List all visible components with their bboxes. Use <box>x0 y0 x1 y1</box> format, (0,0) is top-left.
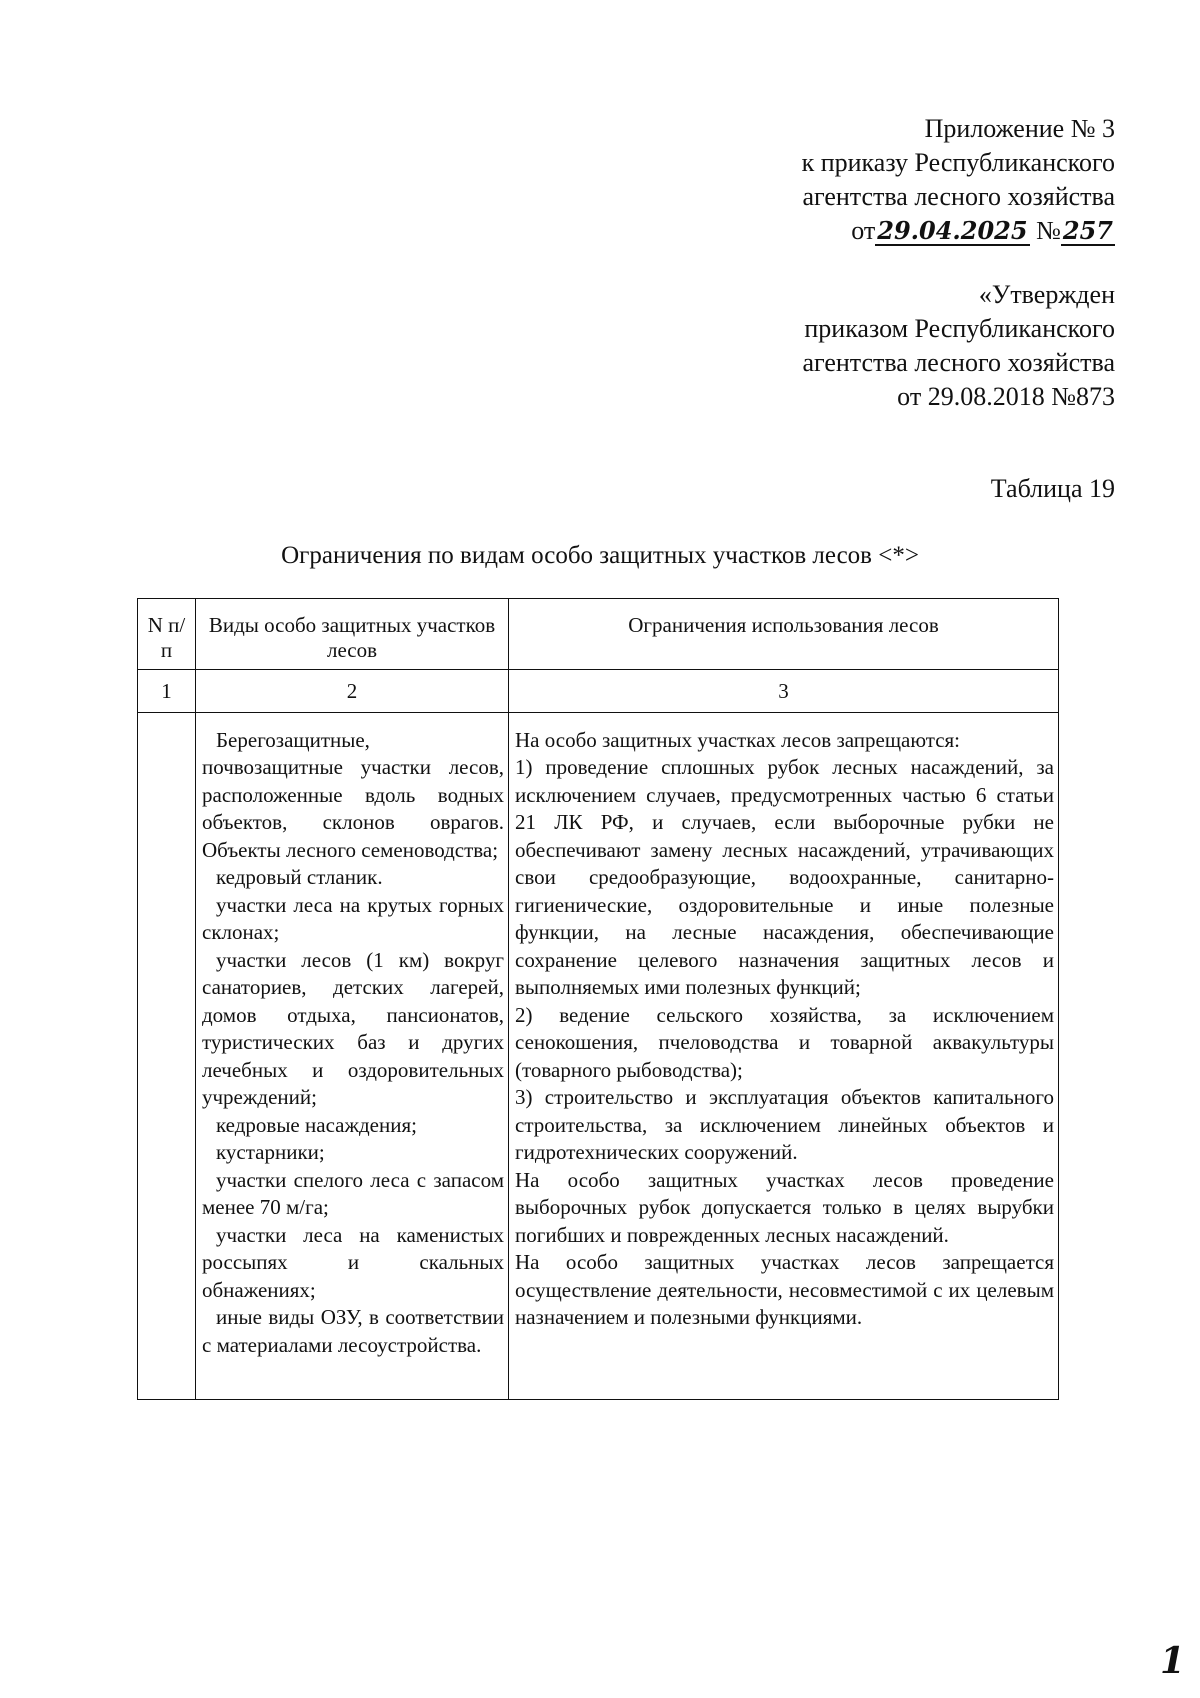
colnum-3: 3 <box>509 670 1059 713</box>
appendix-header <box>802 112 1115 248</box>
restriction-item: 3) строительство и эксплуатация объектов капитального строительства, за исключением линейных объектов и гидротехнических сооружений. <box>515 1085 1054 1164</box>
appendix-date-line <box>802 214 1115 248</box>
restriction-item: 2) ведение сельского хозяйства, за исключением сенокошения, пчеловодства и товарной аквакультуры (товарного рыбоводства); <box>515 1002 1054 1082</box>
header-num: N п/п <box>138 599 196 670</box>
restriction-item: На особо защитных участках лесов запрещается осуществление деятельности, несовместимой с их целевым назначением и полезными функциями. <box>515 1250 1054 1329</box>
table-row <box>138 712 1059 1400</box>
date-prefix: от <box>851 216 876 245</box>
kinds-item: иные виды ОЗУ, в соответствии с материалами лесоустройства. <box>202 1305 504 1357</box>
kinds-item: кедровые насаждения; <box>216 1112 417 1137</box>
restriction-item: На особо защитных участках лесов проведение выборочных рубок допускается только в целях вырубки погибших и поврежденных лесных насаждений. <box>515 1167 1054 1247</box>
kinds-item: участки лесов (1 км) вокруг санаториев, детских лагерей, домов отдыха, пансионатов, туристических баз и других лечебных и оздоровительных учреждений; <box>202 947 504 1109</box>
colnum-1: 1 <box>138 670 196 713</box>
header-restrictions: Ограничения использования лесов <box>509 599 1059 670</box>
restrictions-table <box>137 598 1059 1400</box>
handwritten-number: 257 <box>1062 216 1113 245</box>
document-title: Ограничения по видам особо защитных участков лесов <*> <box>281 542 919 569</box>
approved-header <box>802 278 1115 414</box>
kinds-item: Берегозащитные, почвозащитные участки лесов, расположенные вдоль водных объектов, склонов оврагов. Объекты лесного семеноводства; <box>202 727 504 862</box>
row-num <box>138 712 196 1400</box>
approved-line3: агентства лесного хозяйства <box>802 348 1115 377</box>
handwritten-date: 29.04.2025 <box>877 216 1028 245</box>
approved-line1: «Утвержден <box>978 280 1115 309</box>
appendix-line2: к приказу Республиканского <box>801 148 1115 177</box>
column-number-row <box>138 670 1059 713</box>
appendix-line1: Приложение № 3 <box>924 114 1115 143</box>
table-label: Таблица 19 <box>990 474 1115 503</box>
kinds-item: участки спелого леса с запасом менее 70 м/га; <box>202 1167 504 1219</box>
number-prefix: № <box>1036 216 1061 245</box>
restriction-item: На особо защитных участках лесов запрещаются: <box>515 727 961 752</box>
kinds-item: участки леса на каменистых россыпях и скальных обнажениях; <box>202 1222 504 1302</box>
restrictions-cell <box>509 712 1059 1400</box>
table-header-row <box>138 599 1059 670</box>
restriction-item: 1) проведение сплошных рубок лесных насаждений, за исключением случаев, предусмотренных частью 6 статьи 21 ЛК РФ, и случаев, если выборочные рубки не обеспечивают замену лесных насаждений, утрачивающих свои средообразующие, водоохранные, санитарно-гигиенические, оздоровительные и иные полезные функции, на лесные насаждения, обеспечивающие сохранение целевого назначения защитных лесов и выполняемых ими полезных функций; <box>515 755 1054 999</box>
kinds-cell <box>196 712 509 1400</box>
kinds-item: кустарники; <box>216 1140 325 1164</box>
kinds-item: участки леса на крутых горных склонах; <box>202 892 504 944</box>
approved-line2: приказом Республиканского <box>804 314 1115 343</box>
colnum-2: 2 <box>196 670 509 713</box>
page-number: 1 <box>1160 1640 1186 1682</box>
header-kinds: Виды особо защитных участков лесов <box>196 599 509 670</box>
appendix-line3: агентства лесного хозяйства <box>802 182 1115 211</box>
approved-line4: от 29.08.2018 №873 <box>897 382 1115 411</box>
kinds-item: кедровый стланик. <box>216 865 383 889</box>
